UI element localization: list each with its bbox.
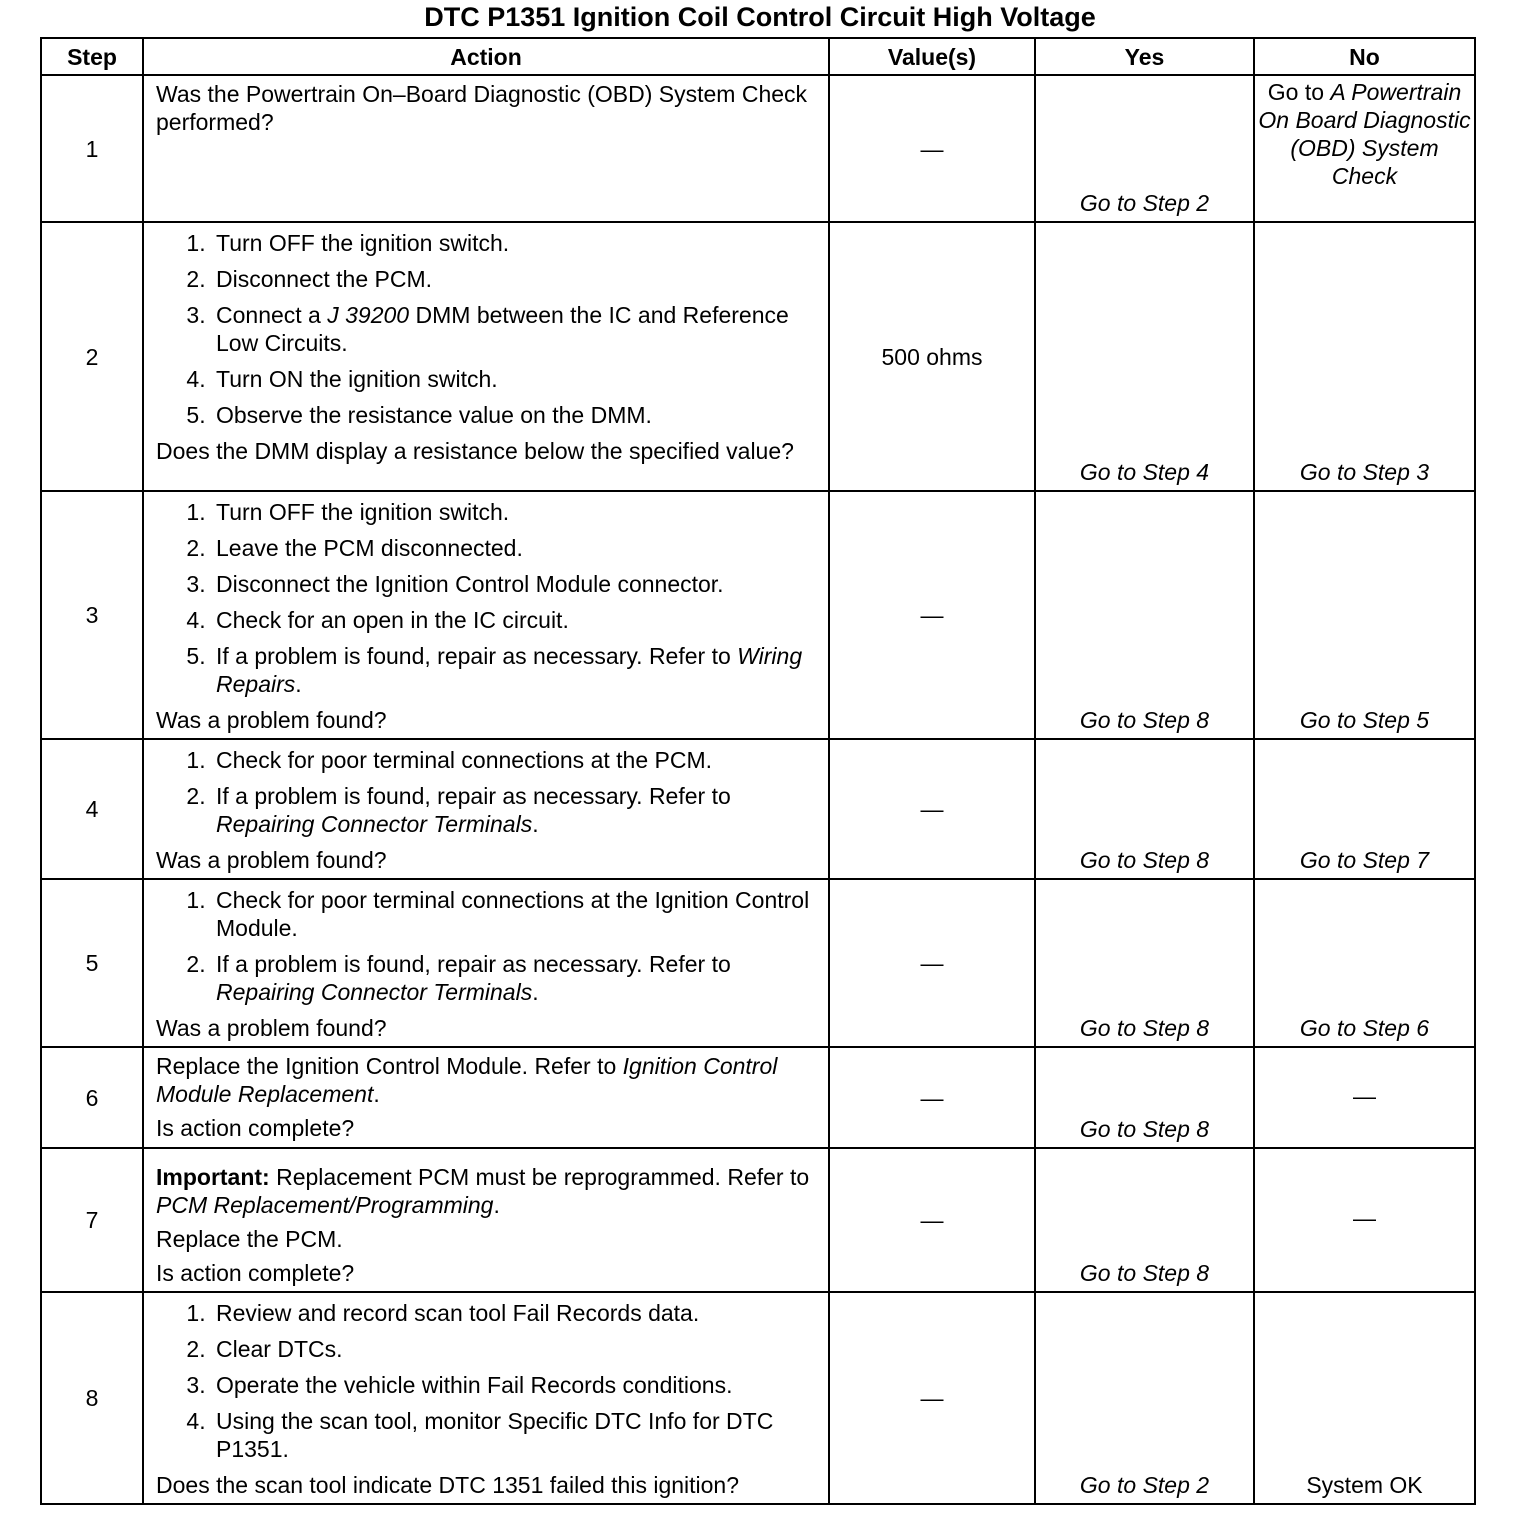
yes-cell: Go to Step 8 bbox=[1035, 879, 1254, 1047]
action-question: Was a problem found? bbox=[156, 707, 387, 733]
table-header-row bbox=[41, 38, 1475, 75]
action-step: 3. Disconnect the Ignition Control Module connector. bbox=[212, 570, 820, 598]
table-row bbox=[41, 491, 1475, 739]
action-step: 1. Check for poor terminal connections at the PCM. bbox=[212, 746, 820, 774]
action-steps bbox=[156, 746, 820, 838]
value-cell: — bbox=[829, 1292, 1035, 1504]
action-text-post: . bbox=[373, 1081, 380, 1107]
table-row bbox=[41, 879, 1475, 1047]
important-post: . bbox=[493, 1192, 500, 1218]
header-step: Step bbox=[41, 38, 143, 75]
step-text: . bbox=[532, 811, 539, 837]
table-row bbox=[41, 1148, 1475, 1292]
value-cell: — bbox=[829, 739, 1035, 879]
action-cell bbox=[143, 222, 829, 491]
reference-link: Ignition Control Module Replacement bbox=[156, 1053, 778, 1107]
table-row bbox=[41, 1292, 1475, 1504]
yes-cell: Go to Step 8 bbox=[1035, 491, 1254, 739]
value-cell: — bbox=[829, 491, 1035, 739]
diagnostic-table bbox=[40, 37, 1476, 1505]
action-step: 2. Leave the PCM disconnected. bbox=[212, 534, 820, 562]
action-step: 2. Disconnect the PCM. bbox=[212, 265, 820, 293]
step-number: 6 bbox=[41, 1047, 143, 1148]
value-cell: — bbox=[829, 879, 1035, 1047]
table-row bbox=[41, 222, 1475, 491]
no-prefix: Go to bbox=[1267, 79, 1331, 105]
action-cell bbox=[143, 491, 829, 739]
action-cell bbox=[143, 1148, 829, 1292]
step-number: 7 bbox=[41, 1148, 143, 1292]
no-cell: — bbox=[1254, 1148, 1475, 1292]
header-yes: Yes bbox=[1035, 38, 1254, 75]
no-cell: Go to Step 6 bbox=[1254, 879, 1475, 1047]
step-text: If a problem is found, repair as necessary. Refer to bbox=[216, 951, 731, 977]
important-label: Important: bbox=[156, 1164, 270, 1190]
step-text: . bbox=[532, 979, 539, 1005]
page-title: DTC P1351 Ignition Coil Control Circuit High Voltage bbox=[424, 2, 1096, 32]
action-steps bbox=[156, 886, 820, 1006]
action-question: Does the DMM display a resistance below the specified value? bbox=[156, 438, 794, 464]
value-cell: — bbox=[829, 1148, 1035, 1292]
action-text bbox=[156, 1052, 820, 1108]
action-question: Does the scan tool indicate DTC 1351 failed this ignition? bbox=[156, 1472, 740, 1498]
step-text: . bbox=[295, 671, 302, 697]
step-text: If a problem is found, repair as necessary. Refer to bbox=[216, 643, 738, 669]
action-step: 1. Turn OFF the ignition switch. bbox=[212, 229, 820, 257]
no-cell: Go to Step 3 bbox=[1254, 222, 1475, 491]
step-number: 2 bbox=[41, 222, 143, 491]
yes-cell: Go to Step 8 bbox=[1035, 1047, 1254, 1148]
step-text: Connect a bbox=[216, 302, 328, 328]
header-values: Value(s) bbox=[829, 38, 1035, 75]
action-step: 5. Observe the resistance value on the DMM. bbox=[212, 401, 820, 429]
action-step: 4. Turn ON the ignition switch. bbox=[212, 365, 820, 393]
action-step: 3. Operate the vehicle within Fail Records conditions. bbox=[212, 1371, 820, 1399]
action-step: 4. Check for an open in the IC circuit. bbox=[212, 606, 820, 634]
action-question: Was the Powertrain On–Board Diagnostic (OBD) System Check performed? bbox=[156, 81, 808, 135]
action-step bbox=[212, 301, 820, 357]
header-no: No bbox=[1254, 38, 1475, 75]
no-cell: — bbox=[1254, 1047, 1475, 1148]
action-step: 1. Turn OFF the ignition switch. bbox=[212, 498, 820, 526]
step-number: 1 bbox=[41, 75, 143, 222]
value-cell: — bbox=[829, 1047, 1035, 1148]
table-row bbox=[41, 75, 1475, 222]
action-step: 1. Check for poor terminal connections at the Ignition Control Module. bbox=[212, 886, 820, 942]
step-number: 3 bbox=[41, 491, 143, 739]
action-steps bbox=[156, 498, 820, 698]
action-cell bbox=[143, 1047, 829, 1148]
important-note bbox=[156, 1163, 820, 1219]
tool-reference: J 39200 bbox=[327, 302, 410, 328]
step-text: DMM between the IC and Reference Low Circuits. bbox=[216, 302, 789, 356]
value-cell: 500 ohms bbox=[829, 222, 1035, 491]
action-question: Was a problem found? bbox=[156, 1015, 387, 1041]
action-steps bbox=[156, 1299, 820, 1463]
yes-cell: Go to Step 2 bbox=[1035, 1292, 1254, 1504]
reference-link: Wiring Repairs bbox=[216, 643, 803, 697]
reference-link: PCM Replacement/Programming bbox=[156, 1192, 494, 1218]
step-number: 5 bbox=[41, 879, 143, 1047]
action-step bbox=[212, 782, 820, 838]
action-question: Is action complete? bbox=[156, 1115, 355, 1141]
no-cell: Go to Step 7 bbox=[1254, 739, 1475, 879]
action-cell bbox=[143, 879, 829, 1047]
yes-cell: Go to Step 4 bbox=[1035, 222, 1254, 491]
action-step: 1. Review and record scan tool Fail Records data. bbox=[212, 1299, 820, 1327]
important-text: Replacement PCM must be reprogrammed. Refer to bbox=[269, 1164, 810, 1190]
table-row bbox=[41, 739, 1475, 879]
step-number: 8 bbox=[41, 1292, 143, 1504]
action-step bbox=[212, 642, 820, 698]
action-steps bbox=[156, 229, 820, 429]
step-text: If a problem is found, repair as necessary. Refer to bbox=[216, 783, 731, 809]
yes-cell: Go to Step 8 bbox=[1035, 739, 1254, 879]
action-step bbox=[212, 950, 820, 1006]
no-cell: Go to Step 5 bbox=[1254, 491, 1475, 739]
reference-link: Repairing Connector Terminals bbox=[216, 811, 533, 837]
no-reference: A Powertrain On Board Diagnostic (OBD) System Check bbox=[1258, 79, 1471, 189]
yes-cell: Go to Step 2 bbox=[1035, 75, 1254, 222]
action-cell bbox=[143, 739, 829, 879]
action-question: Is action complete? bbox=[156, 1260, 355, 1286]
reference-link: Repairing Connector Terminals bbox=[216, 979, 533, 1005]
step-number: 4 bbox=[41, 739, 143, 879]
value-cell: — bbox=[829, 75, 1035, 222]
action-instruction: Replace the PCM. bbox=[156, 1226, 343, 1252]
action-step: 4. Using the scan tool, monitor Specific DTC Info for DTC P1351. bbox=[212, 1407, 820, 1463]
action-text-pre: Replace the Ignition Control Module. Refer to bbox=[156, 1053, 623, 1079]
action-cell bbox=[143, 75, 829, 222]
action-cell bbox=[143, 1292, 829, 1504]
no-cell: System OK bbox=[1254, 1292, 1475, 1504]
action-question: Was a problem found? bbox=[156, 847, 387, 873]
action-step: 2. Clear DTCs. bbox=[212, 1335, 820, 1363]
header-action: Action bbox=[143, 38, 829, 75]
table-row bbox=[41, 1047, 1475, 1148]
yes-cell: Go to Step 8 bbox=[1035, 1148, 1254, 1292]
no-cell bbox=[1254, 75, 1475, 222]
